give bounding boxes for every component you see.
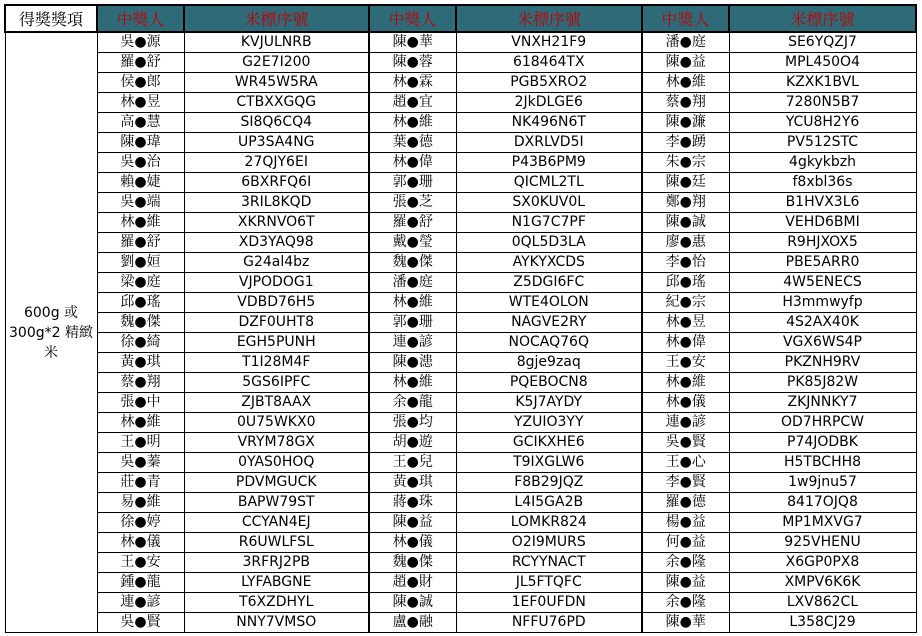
rice-code-cell: 8417OJQ8	[729, 493, 916, 513]
winner-name-cell: 魏●傑	[369, 553, 456, 573]
rice-code-cell: T6XZDHYL	[184, 593, 369, 613]
table-row	[5, 53, 916, 73]
winner-name-cell: 李●怡	[642, 253, 729, 273]
table-row	[5, 333, 916, 353]
winner-name-cell: 林●維	[369, 113, 456, 133]
table-body	[5, 32, 916, 633]
rice-code-cell: G2E7I200	[184, 53, 369, 73]
winner-name-cell: 連●諺	[97, 593, 184, 613]
winner-name-cell: 黃●琪	[97, 353, 184, 373]
rice-code-cell: 618464TX	[456, 53, 642, 73]
rice-code-cell: PBE5ARR0	[729, 253, 916, 273]
winner-name-cell: 連●諺	[642, 413, 729, 433]
rice-code-cell: 4W5ENECS	[729, 273, 916, 293]
winner-name-cell: 蔡●翔	[642, 93, 729, 113]
winner-name-cell: 林●維	[97, 213, 184, 233]
table-row	[5, 353, 916, 373]
table-row	[5, 573, 916, 593]
winner-name-cell: 陳●華	[369, 32, 456, 53]
winner-name-cell: 易●維	[97, 493, 184, 513]
winner-name-cell: 王●安	[642, 353, 729, 373]
rice-code-cell: 1EF0UFDN	[456, 593, 642, 613]
rice-code-cell: SX0KUV0L	[456, 193, 642, 213]
rice-code-cell: VJPODOG1	[184, 273, 369, 293]
winner-column-header-2: 中獎人	[369, 5, 456, 32]
winner-name-cell: 戴●瑩	[369, 233, 456, 253]
table-row	[5, 173, 916, 193]
table-row	[5, 293, 916, 313]
winner-name-cell: 林●霖	[369, 73, 456, 93]
rice-code-cell: 4S2AX40K	[729, 313, 916, 333]
table-row	[5, 93, 916, 113]
winner-name-cell: 張●中	[97, 393, 184, 413]
rice-code-cell: NOCAQ76Q	[456, 333, 642, 353]
table-row	[5, 393, 916, 413]
rice-code-cell: 6BXRFQ6I	[184, 173, 369, 193]
rice-code-cell: QICML2TL	[456, 173, 642, 193]
winner-name-cell: 侯●郎	[97, 73, 184, 93]
rice-code-cell: PDVMGUCK	[184, 473, 369, 493]
rice-code-cell: N1G7C7PF	[456, 213, 642, 233]
winner-name-cell: 鍾●龍	[97, 573, 184, 593]
winner-name-cell: 吳●源	[97, 32, 184, 53]
table-row	[5, 413, 916, 433]
winner-name-cell: 陳●華	[642, 613, 729, 633]
rice-code-cell: XD3YAQ98	[184, 233, 369, 253]
rice-code-cell: P43B6PM9	[456, 153, 642, 173]
rice-code-cell: ZJBT8AAX	[184, 393, 369, 413]
winner-name-cell: 郭●珊	[369, 173, 456, 193]
rice-code-cell: L4I5GA2B	[456, 493, 642, 513]
rice-code-cell: RCYYNACT	[456, 553, 642, 573]
winner-name-cell: 何●益	[642, 533, 729, 553]
code-column-header-3: 米標序號	[729, 5, 916, 32]
winner-name-cell: 魏●傑	[369, 253, 456, 273]
winner-name-cell: 吳●賢	[97, 613, 184, 633]
winner-name-cell: 張●均	[369, 413, 456, 433]
winner-name-cell: 楊●益	[642, 513, 729, 533]
rice-code-cell: UP3SA4NG	[184, 133, 369, 153]
winner-name-cell: 余●隆	[642, 553, 729, 573]
winner-name-cell: 魏●傑	[97, 313, 184, 333]
table-row	[5, 453, 916, 473]
rice-code-cell: LOMKR824	[456, 513, 642, 533]
winner-name-cell: 胡●遊	[369, 433, 456, 453]
rice-code-cell: K5J7AYDY	[456, 393, 642, 413]
winner-name-cell: 陳●廷	[642, 173, 729, 193]
rice-code-cell: 0U75WKX0	[184, 413, 369, 433]
code-column-header-2: 米標序號	[456, 5, 642, 32]
rice-code-cell: KZXK1BVL	[729, 73, 916, 93]
rice-code-cell: KVJULNRB	[184, 32, 369, 53]
winner-name-cell: 廖●惠	[642, 233, 729, 253]
winner-name-cell: 蔡●翔	[97, 373, 184, 393]
table-row	[5, 513, 916, 533]
winner-name-cell: 陳●瑋	[97, 133, 184, 153]
rice-code-cell: 8gje9zaq	[456, 353, 642, 373]
winner-name-cell: 趙●宜	[369, 93, 456, 113]
rice-code-cell: DXRLVD5I	[456, 133, 642, 153]
winner-name-cell: 余●龍	[369, 393, 456, 413]
winner-name-cell: 張●芝	[369, 193, 456, 213]
rice-code-cell: P74JODBK	[729, 433, 916, 453]
rice-code-cell: VRYM78GX	[184, 433, 369, 453]
rice-code-cell: LYFABGNE	[184, 573, 369, 593]
table-row	[5, 233, 916, 253]
rice-code-cell: R9HJXOX5	[729, 233, 916, 253]
rice-code-cell: BAPW79ST	[184, 493, 369, 513]
winner-name-cell: 王●心	[642, 453, 729, 473]
winner-name-cell: 黃●琪	[369, 473, 456, 493]
table-row	[5, 473, 916, 493]
winner-name-cell: 鄭●翔	[642, 193, 729, 213]
winner-name-cell: 高●慧	[97, 113, 184, 133]
rice-code-cell: G24al4bz	[184, 253, 369, 273]
rice-code-cell: H5TBCHH8	[729, 453, 916, 473]
rice-code-cell: MP1MXVG7	[729, 513, 916, 533]
rice-code-cell: SE6YQZJ7	[729, 32, 916, 53]
rice-code-cell: PK85J82W	[729, 373, 916, 393]
rice-code-cell: XKRNVO6T	[184, 213, 369, 233]
winner-name-cell: 陳●誠	[642, 213, 729, 233]
winner-name-cell: 郭●珊	[369, 313, 456, 333]
table-row	[5, 313, 916, 333]
rice-code-cell: PQEBOCN8	[456, 373, 642, 393]
rice-code-cell: ZKJNNKY7	[729, 393, 916, 413]
prize-column-header: 得獎獎項	[5, 5, 97, 32]
rice-code-cell: GCIKXHE6	[456, 433, 642, 453]
winner-name-cell: 陳●益	[369, 513, 456, 533]
table-header-row	[5, 5, 916, 32]
rice-code-cell: XMPV6K6K	[729, 573, 916, 593]
rice-code-cell: 0YAS0HOQ	[184, 453, 369, 473]
rice-code-cell: 0QL5D3LA	[456, 233, 642, 253]
winner-name-cell: 蔣●珠	[369, 493, 456, 513]
rice-code-cell: PV512STC	[729, 133, 916, 153]
winner-name-cell: 李●踴	[642, 133, 729, 153]
winner-name-cell: 連●諺	[369, 333, 456, 353]
rice-code-cell: T9IXGLW6	[456, 453, 642, 473]
rice-code-cell: VDBD76H5	[184, 293, 369, 313]
winner-name-cell: 吳●端	[97, 193, 184, 213]
winner-name-cell: 陳●益	[642, 53, 729, 73]
rice-code-cell: R6UWLFSL	[184, 533, 369, 553]
winner-column-header-3: 中獎人	[642, 5, 729, 32]
rice-code-cell: 925VHENU	[729, 533, 916, 553]
winners-table	[4, 4, 917, 633]
winner-name-cell: 陳●益	[642, 573, 729, 593]
prize-cell: 600g 或 300g*2 精緻米	[5, 32, 97, 633]
rice-code-cell: AYKYXCDS	[456, 253, 642, 273]
rice-code-cell: PKZNH9RV	[729, 353, 916, 373]
rice-code-cell: WTE4OLON	[456, 293, 642, 313]
winner-name-cell: 李●賢	[642, 473, 729, 493]
rice-code-cell: SI8Q6CQ4	[184, 113, 369, 133]
winner-name-cell: 林●維	[642, 373, 729, 393]
rice-code-cell: L358CJ29	[729, 613, 916, 633]
winner-name-cell: 陳●誠	[369, 593, 456, 613]
rice-code-cell: JL5FTQFC	[456, 573, 642, 593]
winner-name-cell: 余●隆	[642, 593, 729, 613]
rice-code-cell: CTBXXGQG	[184, 93, 369, 113]
winner-name-cell: 羅●舒	[97, 53, 184, 73]
rice-code-cell: PGB5XRO2	[456, 73, 642, 93]
rice-code-cell: 5GS6IPFC	[184, 373, 369, 393]
rice-code-cell: 27QJY6EI	[184, 153, 369, 173]
table-row	[5, 433, 916, 453]
winner-name-cell: 王●兒	[369, 453, 456, 473]
table-row	[5, 373, 916, 393]
table-row	[5, 113, 916, 133]
rice-code-cell: YZUIO3YY	[456, 413, 642, 433]
winner-name-cell: 潘●庭	[369, 273, 456, 293]
rice-code-cell: H3mmwyfp	[729, 293, 916, 313]
table-row	[5, 273, 916, 293]
winner-name-cell: 陳●濂	[642, 113, 729, 133]
table-row	[5, 613, 916, 633]
winner-name-cell: 王●安	[97, 553, 184, 573]
winner-column-header-1: 中獎人	[97, 5, 184, 32]
rice-code-cell: X6GP0PX8	[729, 553, 916, 573]
rice-code-cell: NFFU76PD	[456, 613, 642, 633]
rice-code-cell: NK496N6T	[456, 113, 642, 133]
rice-code-cell: f8xbl36s	[729, 173, 916, 193]
rice-code-cell: T1I28M4F	[184, 353, 369, 373]
winner-name-cell: 徐●綺	[97, 333, 184, 353]
rice-code-cell: MPL450O4	[729, 53, 916, 73]
rice-code-cell: 2JkDLGE6	[456, 93, 642, 113]
winner-name-cell: 林●偉	[369, 153, 456, 173]
winner-name-cell: 林●昱	[97, 93, 184, 113]
rice-code-cell: F8B29JQZ	[456, 473, 642, 493]
winner-name-cell: 莊●青	[97, 473, 184, 493]
winners-list-container	[4, 4, 917, 633]
winner-name-cell: 林●偉	[642, 333, 729, 353]
rice-code-cell: CCYAN4EJ	[184, 513, 369, 533]
table-row	[5, 493, 916, 513]
table-row	[5, 73, 916, 93]
table-row	[5, 213, 916, 233]
rice-code-cell: 7280N5B7	[729, 93, 916, 113]
winner-name-cell: 劉●姮	[97, 253, 184, 273]
rice-code-cell: Z5DGI6FC	[456, 273, 642, 293]
table-row	[5, 533, 916, 553]
table-row	[5, 153, 916, 173]
winner-name-cell: 潘●庭	[642, 32, 729, 53]
rice-code-cell: OD7HRPCW	[729, 413, 916, 433]
rice-code-cell: DZF0UHT8	[184, 313, 369, 333]
rice-code-cell: 1w9jnu57	[729, 473, 916, 493]
code-column-header-1: 米標序號	[184, 5, 369, 32]
winner-name-cell: 陳●漶	[369, 353, 456, 373]
winner-name-cell: 朱●宗	[642, 153, 729, 173]
rice-code-cell: 4gkykbzh	[729, 153, 916, 173]
rice-code-cell: NNY7VMSO	[184, 613, 369, 633]
winner-name-cell: 林●維	[642, 73, 729, 93]
winner-name-cell: 吳●蓁	[97, 453, 184, 473]
winner-name-cell: 梁●庭	[97, 273, 184, 293]
table-row	[5, 32, 916, 53]
winner-name-cell: 吳●賢	[642, 433, 729, 453]
rice-code-cell: VEHD6BMI	[729, 213, 916, 233]
rice-code-cell: 3RFRJ2PB	[184, 553, 369, 573]
winner-name-cell: 林●維	[369, 373, 456, 393]
winner-name-cell: 徐●婷	[97, 513, 184, 533]
rice-code-cell: VNXH21F9	[456, 32, 642, 53]
rice-code-cell: EGH5PUNH	[184, 333, 369, 353]
winner-name-cell: 林●維	[97, 413, 184, 433]
rice-code-cell: LXV862CL	[729, 593, 916, 613]
rice-code-cell: VGX6WS4P	[729, 333, 916, 353]
winner-name-cell: 趙●財	[369, 573, 456, 593]
winner-name-cell: 林●儀	[642, 393, 729, 413]
rice-code-cell: B1HVX3L6	[729, 193, 916, 213]
winner-name-cell: 盧●融	[369, 613, 456, 633]
rice-code-cell: NAGVE2RY	[456, 313, 642, 333]
winner-name-cell: 羅●舒	[97, 233, 184, 253]
winner-name-cell: 邱●瑤	[642, 273, 729, 293]
winner-name-cell: 紀●宗	[642, 293, 729, 313]
winner-name-cell: 葉●德	[369, 133, 456, 153]
winner-name-cell: 賴●婕	[97, 173, 184, 193]
rice-code-cell: YCU8H2Y6	[729, 113, 916, 133]
winner-name-cell: 林●儀	[369, 533, 456, 553]
winner-name-cell: 吳●治	[97, 153, 184, 173]
table-row	[5, 133, 916, 153]
rice-code-cell: WR45W5RA	[184, 73, 369, 93]
table-row	[5, 593, 916, 613]
winner-name-cell: 陳●蓉	[369, 53, 456, 73]
table-row	[5, 253, 916, 273]
winner-name-cell: 林●儀	[97, 533, 184, 553]
rice-code-cell: O2I9MURS	[456, 533, 642, 553]
winner-name-cell: 羅●德	[642, 493, 729, 513]
table-row	[5, 553, 916, 573]
winner-name-cell: 羅●舒	[369, 213, 456, 233]
rice-code-cell: 3RIL8KQD	[184, 193, 369, 213]
winner-name-cell: 邱●瑤	[97, 293, 184, 313]
winner-name-cell: 林●昱	[642, 313, 729, 333]
table-row	[5, 193, 916, 213]
winner-name-cell: 王●明	[97, 433, 184, 453]
winner-name-cell: 林●維	[369, 293, 456, 313]
